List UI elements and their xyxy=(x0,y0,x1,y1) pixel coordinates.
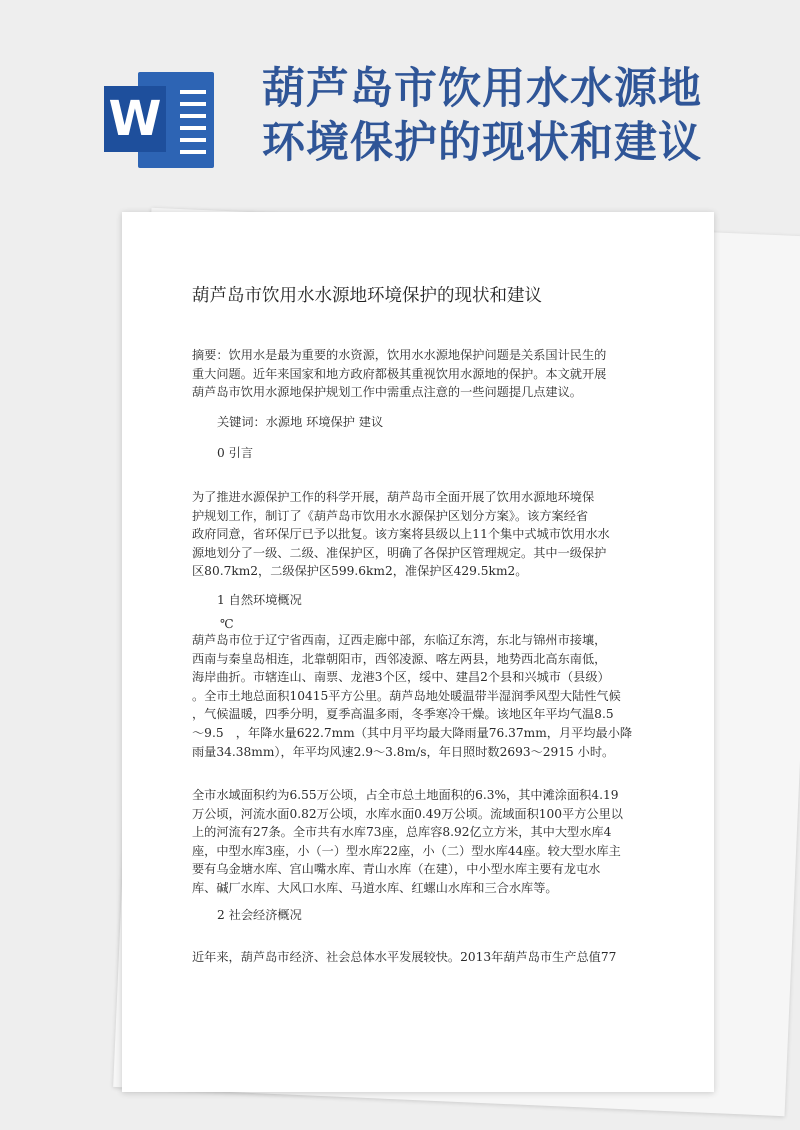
water-paragraph xyxy=(192,786,644,898)
economy-paragraph xyxy=(192,948,644,967)
text-line: 为了推进水源保护工作的科学开展，葫芦岛市全面开展了饮用水源地环境保 xyxy=(192,490,595,504)
celsius-symbol: ℃ xyxy=(220,617,234,631)
banner-title-line: 环境保护的现状和建议 xyxy=(262,118,702,168)
keywords: 关键词：水源地 环境保护 建议 xyxy=(217,415,384,429)
text-line-icon xyxy=(180,102,206,106)
text-line: 要有乌金塘水库、宫山嘴水库、青山水库（在建），中小型水库主要有龙屯水 xyxy=(192,862,601,877)
text-line: 重大问题。近年来国家和地方政府都极其重视饮用水源地的保护。本文就开展 xyxy=(192,366,607,381)
document-title: 葫芦岛市饮用水水源地环境保护的现状和建议 xyxy=(192,286,542,306)
section-heading-nature: 1 自然环境概况 xyxy=(217,593,302,607)
banner-title xyxy=(262,62,732,170)
text-line: 护规划工作，制订了《葫芦岛市饮用水水源保护区划分方案》。该方案经省 xyxy=(192,508,589,523)
text-line: ，气候温暖，四季分明，夏季高温多雨，冬季寒冷干燥。该地区年平均气温8.5 xyxy=(192,707,614,722)
banner-title-line: 葫芦岛市饮用水水源地 xyxy=(262,64,702,114)
word-document-icon xyxy=(104,72,214,168)
text-line: 雨量34.38mm），年平均风速2.9～3.8m/s，年日照时数2693～2915 小时。 xyxy=(192,744,615,759)
text-line-icon xyxy=(180,138,206,142)
text-line: 葫芦岛市位于辽宁省西南，辽西走廊中部，东临辽东湾，东北与锦州市接壤， xyxy=(192,633,607,647)
text-line-icon xyxy=(180,90,206,94)
document-page xyxy=(122,212,714,1092)
text-line: 库、碱厂水库、大风口水库、马道水库、红螺山水库和三合水库等。 xyxy=(192,880,558,895)
text-line: 区80.7km2，二级保护区599.6km2，准保护区429.5km2。 xyxy=(192,564,528,579)
abstract-paragraph xyxy=(192,346,644,402)
text-line: 上的河流有27条。全市共有水库73座，总库容8.92亿立方米，其中大型水库4 xyxy=(192,825,612,840)
word-letter-badge: W xyxy=(104,86,166,152)
text-line: 政府同意，省环保厅已予以批复。该方案将县级以上11个集中式城市饮用水水 xyxy=(192,527,610,542)
intro-paragraph xyxy=(192,488,644,581)
text-line: 。全市土地总面积10415平方公里。葫芦岛地处暖温带半湿润季风型大陆性气候 xyxy=(192,688,621,703)
section-heading-intro: 0 引言 xyxy=(217,446,254,460)
text-line: 海岸曲折。市辖连山、南票、龙港3个区，绥中、建昌2个县和兴城市（县级） xyxy=(192,670,610,685)
text-line: 万公顷，河流水面0.82万公顷，水库水面0.49万公顷。流域面积100平方公里以 xyxy=(192,806,623,821)
text-line-icon xyxy=(180,126,206,130)
section-heading-economy: 2 社会经济概况 xyxy=(217,908,302,922)
text-line: 全市水域面积约为6.55万公顷，占全市总土地面积的6.3%，其中滩涂面积4.19 xyxy=(192,788,619,802)
nature-paragraph xyxy=(192,631,644,761)
text-line: 近年来，葫芦岛市经济、社会总体水平发展较快。2013年葫芦岛市生产总值77 xyxy=(192,950,617,964)
text-line: ～9.5 ，年降水量622.7mm（其中月平均最大降雨量76.37mm，月平均最小降 xyxy=(192,725,633,740)
text-line: 葫芦岛市饮用水源地保护规划工作中需重点注意的一些问题提几点建议。 xyxy=(192,385,582,400)
text-line: 座，中型水库3座，小（一）型水库22座，小（二）型水库44座。较大型水库主 xyxy=(192,843,621,858)
text-line-icon xyxy=(180,150,206,154)
text-line: 源地划分了一级、二级、准保护区，明确了各保护区管理规定。其中一级保护 xyxy=(192,545,607,560)
text-line: 西南与秦皇岛相连，北靠朝阳市，西邻凌源、喀左两县，地势西北高东南低， xyxy=(192,651,607,666)
text-line-icon xyxy=(180,114,206,118)
text-line: 摘要：饮用水是最为重要的水资源，饮用水水源地保护问题是关系国计民生的 xyxy=(192,348,607,362)
